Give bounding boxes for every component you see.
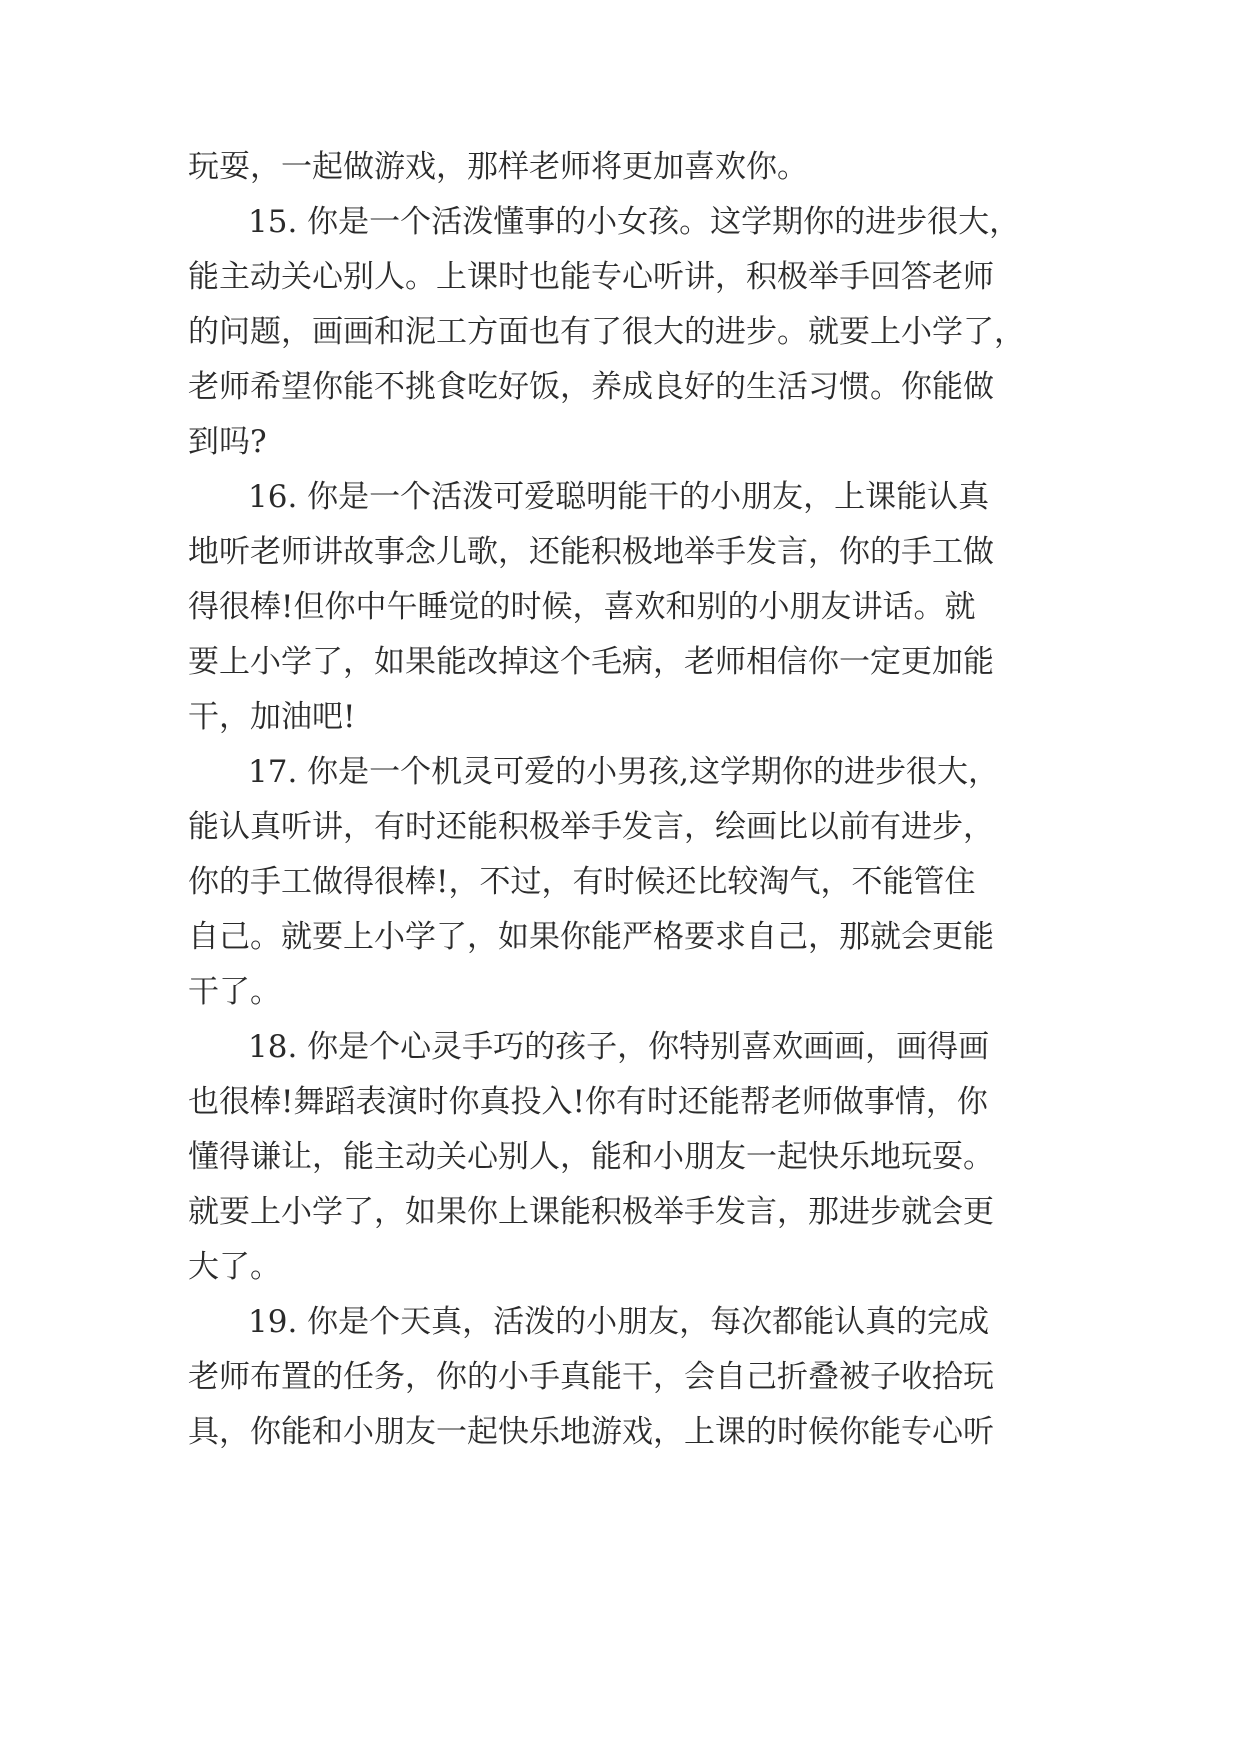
text-line: 玩耍，一起做游戏，那样老师将更加喜欢你。 [188,149,808,185]
text-line: 能主动关心别人。上课时也能专心听讲，积极举手回答老师 [188,259,994,295]
text-line: 得很棒!但你中午睡觉的时候，喜欢和别的小朋友讲话。就 [188,589,976,625]
text-line: 能认真听讲，有时还能积极举手发言，绘画比以前有进步， [188,809,994,845]
text-line: 的问题，画画和泥工方面也有了很大的进步。就要上小学了， [188,314,1025,350]
text-line: 老师希望你能不挑食吃好饭，养成良好的生活习惯。你能做 [188,369,994,405]
text-line: 19. 你是个天真，活泼的小朋友，每次都能认真的完成 [248,1304,990,1340]
text-line: 自己。就要上小学了，如果你能严格要求自己，那就会更能 [188,919,994,955]
text-line: 15. 你是一个活泼懂事的小女孩。这学期你的进步很大， [248,204,1021,240]
text-line: 干，加油吧! [188,699,356,735]
text-line: 也很棒!舞蹈表演时你真投入!你有时还能帮老师做事情，你 [188,1084,988,1120]
text-line: 老师布置的任务，你的小手真能干，会自己折叠被子收拾玩 [188,1359,994,1395]
text-line: 地听老师讲故事念儿歌，还能积极地举手发言，你的手工做 [188,534,994,570]
text-line: 16. 你是一个活泼可爱聪明能干的小朋友，上课能认真 [248,479,990,515]
text-line: 要上小学了，如果能改掉这个毛病，老师相信你一定更加能 [188,644,994,680]
text-line: 就要上小学了，如果你上课能积极举手发言，那进步就会更 [188,1194,994,1230]
text-line: 18. 你是个心灵手巧的孩子，你特别喜欢画画，画得画 [248,1029,990,1065]
text-line: 到吗? [188,424,267,460]
text-line: 懂得谦让，能主动关心别人，能和小朋友一起快乐地玩耍。 [188,1139,994,1175]
text-line: 你的手工做得很棒!，不过，有时候还比较淘气，不能管住 [188,864,976,900]
text-line: 大了。 [188,1249,281,1285]
text-line: 具，你能和小朋友一起快乐地游戏，上课的时候你能专心听 [188,1414,994,1450]
text-line: 干了。 [188,974,281,1010]
text-line: 17. 你是一个机灵可爱的小男孩,这学期你的进步很大， [248,754,1000,790]
